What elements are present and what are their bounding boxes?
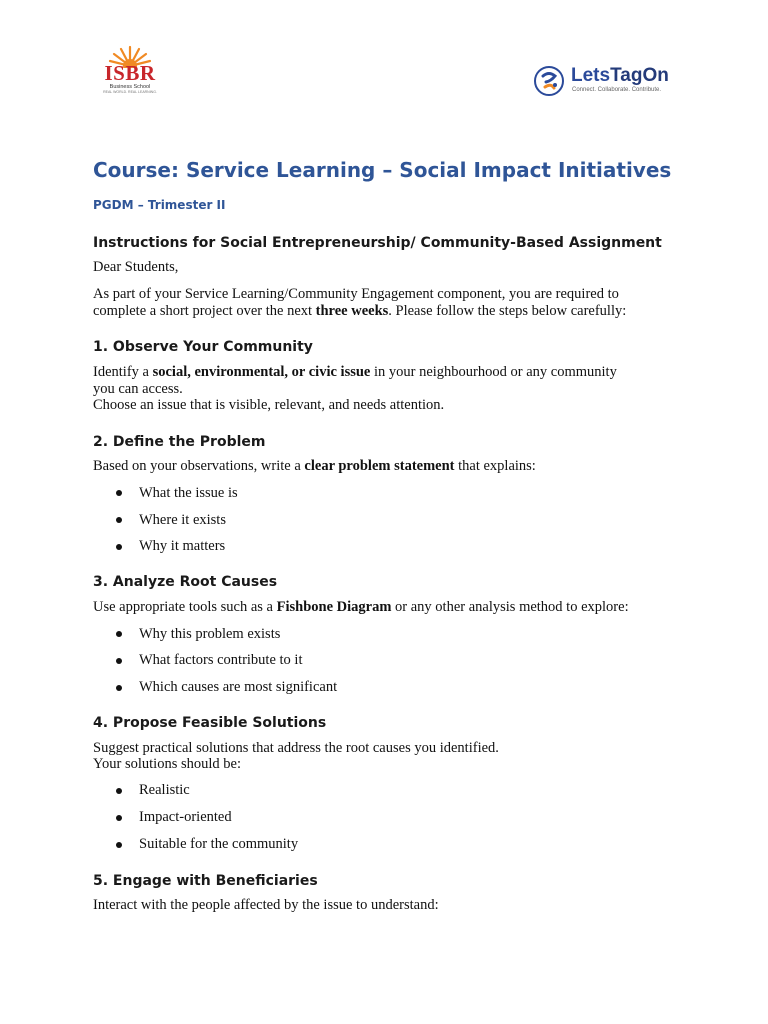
section-text: Based on your observations, write a: [93, 458, 305, 474]
bullet-icon: [116, 658, 122, 664]
letstagon-logo-text-part1: Lets: [571, 65, 611, 86]
section-text: in your neighbourhood or any community: [370, 364, 617, 380]
section-text: Identify a: [93, 364, 153, 380]
intro-text: . Please follow the steps below carefully:: [388, 303, 627, 319]
bullet-icon: [116, 490, 122, 496]
section-text: that explains:: [454, 458, 536, 474]
list-item: Which causes are most significant: [139, 679, 338, 695]
section-emphasis: Fishbone Diagram: [276, 599, 392, 615]
page-subtitle: PGDM – Trimester II: [93, 198, 226, 212]
section-4-line-1: Suggest practical solutions that address the root causes you identified.: [93, 740, 499, 756]
bullet-icon: [116, 842, 122, 848]
bullet-icon: [116, 815, 122, 821]
intro-text: complete a short project over the next: [93, 303, 316, 319]
section-text: or any other analysis method to explore:: [391, 599, 629, 615]
bullet-icon: [116, 544, 122, 550]
section-emphasis: social, environmental, or civic issue: [152, 364, 371, 380]
bullet-icon: [116, 631, 122, 637]
letstagon-logo: [533, 64, 673, 98]
bullet-icon: [116, 788, 122, 794]
section-emphasis: clear problem statement: [304, 458, 455, 474]
list-item: What the issue is: [139, 485, 238, 501]
section-3-line-1: [93, 599, 629, 616]
letstagon-mark-icon: [533, 65, 565, 97]
intro-line-1: As part of your Service Learning/Community Engagement component, you are required to: [93, 286, 619, 302]
list-item: What factors contribute to it: [139, 652, 303, 668]
section-5-line-1: Interact with the people affected by the issue to understand:: [93, 897, 439, 913]
section-4-heading: 4. Propose Feasible Solutions: [93, 715, 327, 731]
bullet-icon: [116, 517, 122, 523]
list-item: Where it exists: [139, 512, 226, 528]
section-text: Use appropriate tools such as a: [93, 599, 277, 615]
greeting: Dear Students,: [93, 259, 179, 275]
list-item: Impact-oriented: [139, 809, 232, 825]
intro-emphasis: three weeks: [315, 303, 389, 319]
letstagon-logo-text-part2: TagOn: [610, 65, 669, 86]
instructions-heading: Instructions for Social Entrepreneurship/ Community-Based Assignment: [93, 235, 662, 251]
list-item: Realistic: [139, 782, 190, 798]
page-title: Course: Service Learning – Social Impact Initiatives: [93, 158, 672, 182]
section-1-line-3: Choose an issue that is visible, relevant, and needs attention.: [93, 397, 445, 413]
section-1-line-2: you can access.: [93, 381, 183, 397]
isbr-logo-tagline: REAL WORLD. REAL LEARNING.: [103, 90, 157, 94]
list-item: Why it matters: [139, 538, 226, 554]
bullet-icon: [116, 685, 122, 691]
list-item: Suitable for the community: [139, 836, 299, 852]
section-1-heading: 1. Observe Your Community: [93, 339, 313, 355]
section-5-heading: 5. Engage with Beneficiaries: [93, 873, 318, 889]
section-1-line-1: [93, 364, 617, 381]
intro-line-2: [93, 303, 626, 320]
isbr-logo: [98, 44, 162, 96]
list-item: Why this problem exists: [139, 626, 281, 642]
isbr-logo-text: ISBR: [104, 61, 156, 85]
section-4-line-2: Your solutions should be:: [93, 756, 241, 772]
section-3-heading: 3. Analyze Root Causes: [93, 574, 278, 590]
isbr-logo-subtext: Business School: [109, 84, 151, 90]
letstagon-logo-text: [571, 64, 669, 88]
letstagon-logo-tagline: Connect. Collaborate. Contribute.: [572, 87, 662, 93]
section-2-line-1: [93, 458, 536, 475]
section-2-heading: 2. Define the Problem: [93, 434, 266, 450]
